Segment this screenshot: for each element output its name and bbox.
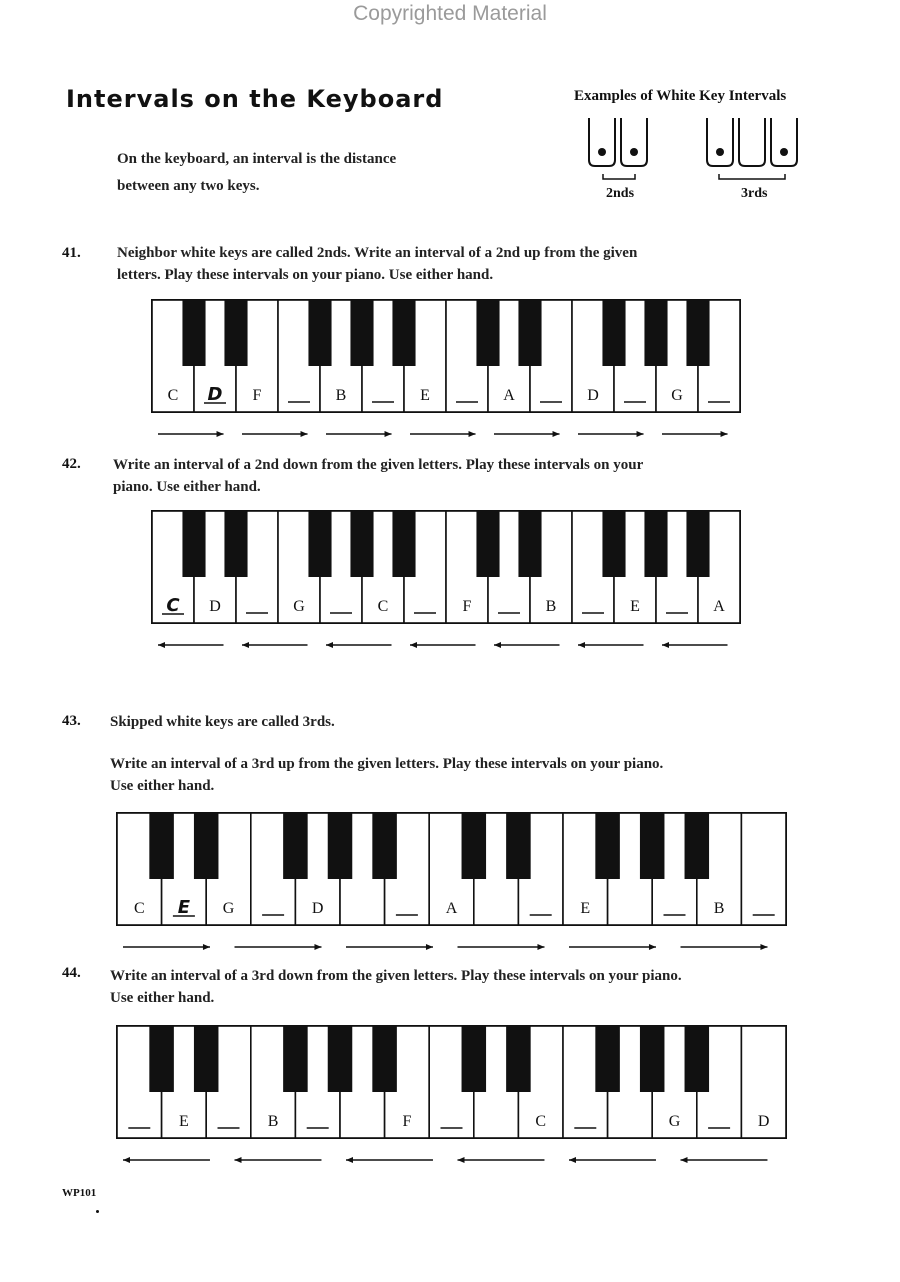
given-key-letter: A <box>503 387 515 404</box>
examples-3rds-label: 3rds <box>741 186 768 201</box>
black-key[interactable] <box>283 1026 308 1092</box>
black-key[interactable] <box>506 813 531 879</box>
black-key[interactable] <box>350 511 373 577</box>
exercise-44-line1: Write an interval of a 3rd down from the given letters. Play these intervals on your piano. <box>110 968 682 984</box>
given-key-letter: G <box>222 900 235 917</box>
given-key-letter: E <box>420 387 430 404</box>
black-key[interactable] <box>462 1026 487 1092</box>
black-key[interactable] <box>506 1026 531 1092</box>
arrow-head <box>301 431 308 437</box>
intro-text: On the keyboard, an interval is the distance between any two keys. <box>117 151 397 194</box>
given-key-letter: D <box>311 900 324 917</box>
black-key[interactable] <box>283 813 308 879</box>
given-key-letter: D <box>587 387 599 404</box>
given-key-letter: C <box>167 387 179 404</box>
footer-dot <box>96 1210 99 1213</box>
black-key[interactable] <box>518 511 541 577</box>
examples-title: Examples of White Key Intervals <box>574 88 787 104</box>
arrow-head <box>578 642 585 648</box>
page-title: Intervals on the Keyboard <box>66 85 444 113</box>
black-key[interactable] <box>182 511 205 577</box>
given-key-letter: F <box>402 1113 412 1130</box>
arrow-head <box>681 1157 688 1163</box>
arrow-head <box>158 642 165 648</box>
given-key-letter: B <box>545 598 557 615</box>
black-key[interactable] <box>476 511 499 577</box>
given-key-letter: F <box>252 387 262 404</box>
arrow-head <box>569 1157 576 1163</box>
given-key-letter: G <box>671 387 683 404</box>
arrow-head <box>426 944 433 950</box>
black-key[interactable] <box>640 813 665 879</box>
exercise-42-text <box>113 454 843 498</box>
given-key-letter: C <box>133 900 145 917</box>
arrow-head <box>537 944 544 950</box>
black-key[interactable] <box>308 300 331 366</box>
keyboard-44[interactable] <box>115 1024 790 1169</box>
black-key[interactable] <box>328 1026 353 1092</box>
written-answer-letter: E <box>177 897 191 918</box>
arrow-head <box>235 1157 242 1163</box>
black-key[interactable] <box>518 300 541 366</box>
black-key[interactable] <box>685 813 710 879</box>
given-key-letter: B <box>267 1113 279 1130</box>
given-key-letter: E <box>580 900 591 917</box>
exercise-41-line1: Neighbor white keys are called 2nds. Write an interval of a 2nd up from the given <box>117 245 638 261</box>
given-key-letter: A <box>445 900 458 917</box>
arrow-head <box>203 944 210 950</box>
given-key-letter: D <box>209 598 221 615</box>
arrow-head <box>494 642 501 648</box>
black-key[interactable] <box>224 300 247 366</box>
exercise-44-number: 44. <box>62 965 81 981</box>
arrow-head <box>458 1157 465 1163</box>
given-key-letter: G <box>293 598 305 615</box>
arrow-head <box>553 431 560 437</box>
black-key[interactable] <box>686 300 709 366</box>
black-key[interactable] <box>602 300 625 366</box>
examples-2nds-label: 2nds <box>606 186 635 201</box>
arrow-head <box>123 1157 130 1163</box>
given-key-letter: G <box>668 1113 681 1130</box>
black-key[interactable] <box>392 300 415 366</box>
arrow-head <box>217 431 224 437</box>
black-key[interactable] <box>224 511 247 577</box>
black-key[interactable] <box>149 1026 174 1092</box>
black-key[interactable] <box>182 300 205 366</box>
arrow-head <box>314 944 321 950</box>
keyboard-41[interactable] <box>150 298 745 443</box>
given-key-letter: F <box>462 598 472 615</box>
written-answer-letter: D <box>207 384 223 405</box>
given-key-letter: A <box>713 598 725 615</box>
exercise-43-number: 43. <box>62 713 81 729</box>
given-key-letter: C <box>377 598 389 615</box>
exercise-41-number: 41. <box>62 245 81 261</box>
given-key-letter: B <box>713 900 725 917</box>
black-key[interactable] <box>194 1026 219 1092</box>
arrow-head <box>410 642 417 648</box>
exercise-44-line2: Use either hand. <box>110 990 215 1006</box>
black-key[interactable] <box>149 813 174 879</box>
exercise-42-line1: Write an interval of a 2nd down from the given letters. Play these intervals on your <box>113 457 644 473</box>
black-key[interactable] <box>476 300 499 366</box>
arrow-head <box>385 431 392 437</box>
exercise-43-line2: Write an interval of a 3rd up from the given letters. Play these intervals on your piano. <box>110 756 664 772</box>
black-key[interactable] <box>194 813 219 879</box>
black-key[interactable] <box>462 813 487 879</box>
arrow-head <box>760 944 767 950</box>
arrow-head <box>346 1157 353 1163</box>
black-key[interactable] <box>595 1026 620 1092</box>
black-key[interactable] <box>372 813 397 879</box>
exercise-42-number: 42. <box>62 456 81 472</box>
arrow-head <box>637 431 644 437</box>
exercise-41-text <box>117 242 837 286</box>
black-key[interactable] <box>595 813 620 879</box>
keyboard-42[interactable] <box>150 509 745 654</box>
arrow-head <box>649 944 656 950</box>
exercise-44-text <box>110 965 850 1009</box>
arrow-head <box>662 642 669 648</box>
black-key[interactable] <box>602 511 625 577</box>
footer-code: WP101 <box>62 1187 97 1199</box>
arrow-head <box>721 431 728 437</box>
exercise-41-line2: letters. Play these intervals on your piano. Use either hand. <box>117 267 494 283</box>
black-key[interactable] <box>644 511 667 577</box>
given-key-letter: B <box>335 387 347 404</box>
black-key[interactable] <box>640 1026 665 1092</box>
given-key-letter: E <box>179 1113 189 1130</box>
black-key[interactable] <box>308 511 331 577</box>
arrow-head <box>242 642 249 648</box>
black-key[interactable] <box>685 1026 710 1092</box>
written-answer-letter: C <box>166 595 180 616</box>
given-key-letter: E <box>630 598 640 615</box>
black-key[interactable] <box>328 813 353 879</box>
black-key[interactable] <box>350 300 373 366</box>
exercise-43-line3: Use either hand. <box>110 778 215 794</box>
exercise-43-line1: Skipped white keys are called 3rds. <box>110 714 335 730</box>
given-key-letter: C <box>535 1113 547 1130</box>
white-key[interactable] <box>741 813 786 925</box>
exercise-42-line2: piano. Use either hand. <box>113 479 261 495</box>
arrow-head <box>469 431 476 437</box>
given-key-letter: D <box>757 1113 770 1130</box>
keyboard-43[interactable] <box>115 811 790 956</box>
copyright-watermark: Copyrighted Material <box>353 2 547 25</box>
exercise-43-text <box>110 711 850 797</box>
arrow-head <box>326 642 333 648</box>
black-key[interactable] <box>644 300 667 366</box>
black-key[interactable] <box>686 511 709 577</box>
black-key[interactable] <box>392 511 415 577</box>
black-key[interactable] <box>372 1026 397 1092</box>
